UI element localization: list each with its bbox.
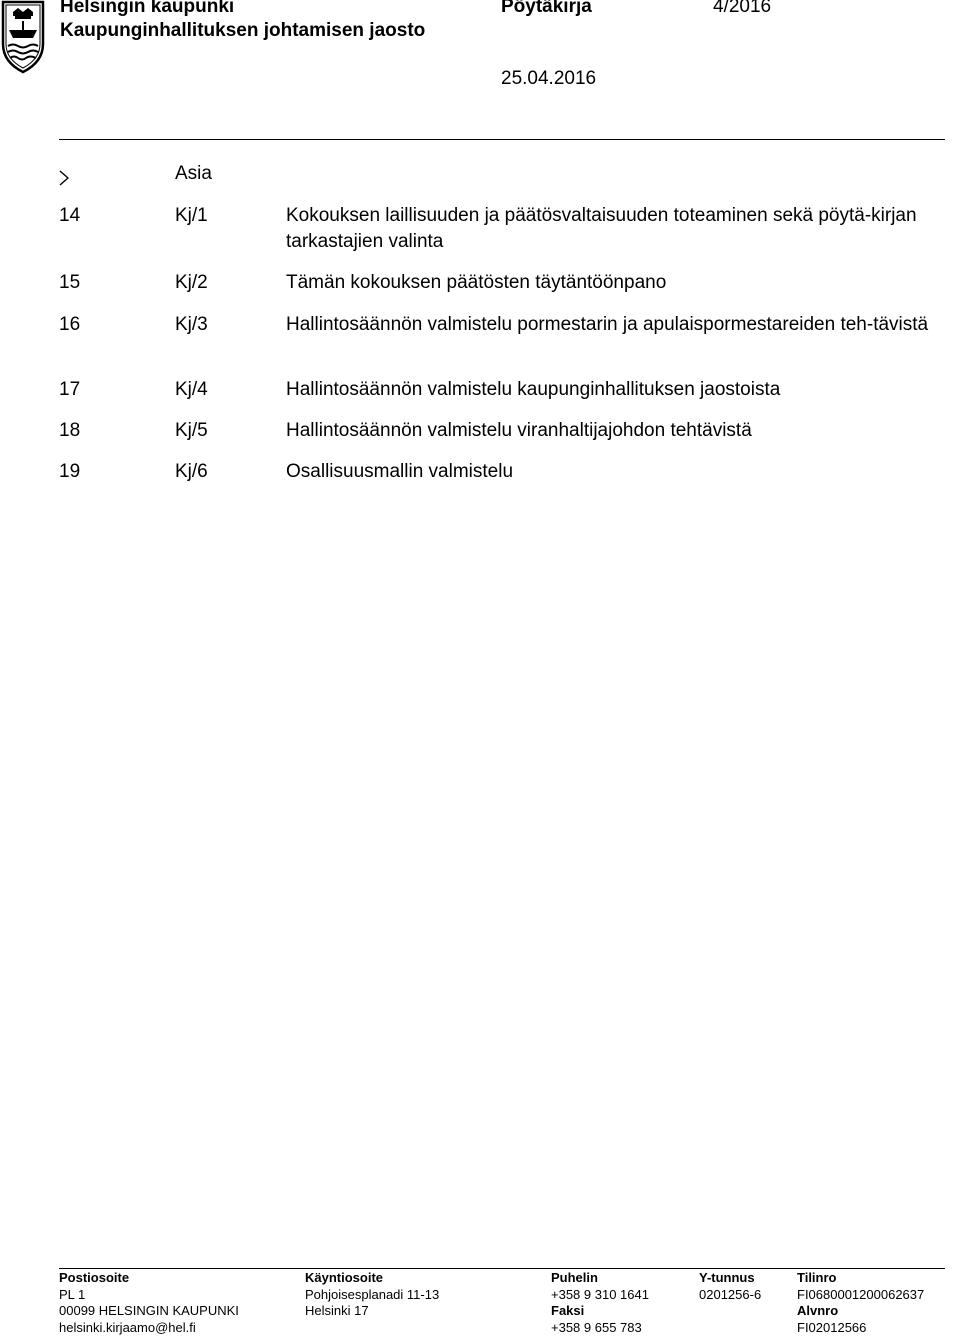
agenda-heading: Asia	[175, 163, 212, 184]
footer-label: Puhelin	[551, 1270, 598, 1285]
footer-phone	[551, 1270, 649, 1336]
footer-value: +358 9 655 783	[551, 1319, 642, 1335]
footer-value: 0201256-6	[699, 1286, 762, 1302]
agenda-item-code: Kj/5	[175, 420, 208, 441]
footer-label: Faksi	[551, 1303, 585, 1318]
footer-label: Y-tunnus	[699, 1270, 755, 1285]
footer-label: Alvnro	[797, 1303, 839, 1318]
helsinki-coat-of-arms-icon	[0, 0, 46, 74]
organization-name: Helsingin kaupunki	[60, 0, 235, 17]
agenda-item-code: Kj/3	[175, 314, 208, 335]
footer-visiting-address	[305, 1270, 439, 1320]
committee-name: Kaupunginhallituksen johtamisen jaosto	[60, 20, 426, 41]
agenda-item-code: Kj/2	[175, 272, 208, 293]
footer-value: FI02012566	[797, 1319, 867, 1335]
footer-value: PL 1	[59, 1286, 86, 1302]
agenda-item-code: Kj/1	[175, 205, 208, 226]
footer-value: FI0680001200062637	[797, 1286, 925, 1302]
footer-label: Tilinro	[797, 1270, 837, 1285]
agenda-item-title: Hallintosäännön valmistelu viranhaltijajohdon tehtävistä	[286, 420, 752, 441]
agenda-item-code: Kj/4	[175, 379, 208, 400]
agenda-item-number: 17	[59, 379, 81, 400]
document-type: Pöytäkirja	[501, 0, 592, 17]
agenda-item-number: 19	[59, 461, 81, 482]
footer-value: 00099 HELSINGIN KAUPUNKI	[59, 1303, 239, 1318]
header-divider	[59, 139, 945, 140]
footer-value: Helsinki 17	[305, 1303, 369, 1318]
footer-divider	[59, 1268, 945, 1269]
agenda-item-number: 16	[59, 314, 81, 335]
section-marker-icon	[59, 170, 69, 186]
agenda-item-title: Kokouksen laillisuuden ja päätösvaltaisuuden toteaminen sekä pöytä-kirjan tarkastajien valinta	[286, 205, 917, 252]
footer-account	[797, 1270, 924, 1336]
footer-email: helsinki.kirjaamo@hel.fi	[59, 1319, 196, 1335]
agenda-item-code: Kj/6	[175, 461, 208, 482]
footer-value: Pohjoisesplanadi 11-13	[305, 1286, 440, 1302]
agenda-item-number: 14	[59, 205, 81, 226]
agenda-item-title: Osallisuusmallin valmistelu	[286, 461, 514, 482]
footer-value: +358 9 310 1641	[551, 1286, 649, 1302]
agenda-item-title: Tämän kokouksen päätösten täytäntöönpano	[286, 272, 667, 293]
document-number: 4/2016	[713, 0, 772, 17]
footer-label: Käyntiosoite	[305, 1270, 384, 1285]
footer-label: Postiosoite	[59, 1270, 130, 1285]
agenda-item-number: 18	[59, 420, 81, 441]
document-date: 25.04.2016	[501, 68, 597, 89]
footer-postal-address	[59, 1270, 239, 1336]
agenda-item-title: Hallintosäännön valmistelu pormestarin ja apulaispormestareiden teh-tävistä	[286, 314, 929, 335]
footer-business-id	[699, 1270, 761, 1303]
agenda-item-number: 15	[59, 272, 81, 293]
agenda-item-title: Hallintosäännön valmistelu kaupunginhallituksen jaostoista	[286, 379, 781, 400]
